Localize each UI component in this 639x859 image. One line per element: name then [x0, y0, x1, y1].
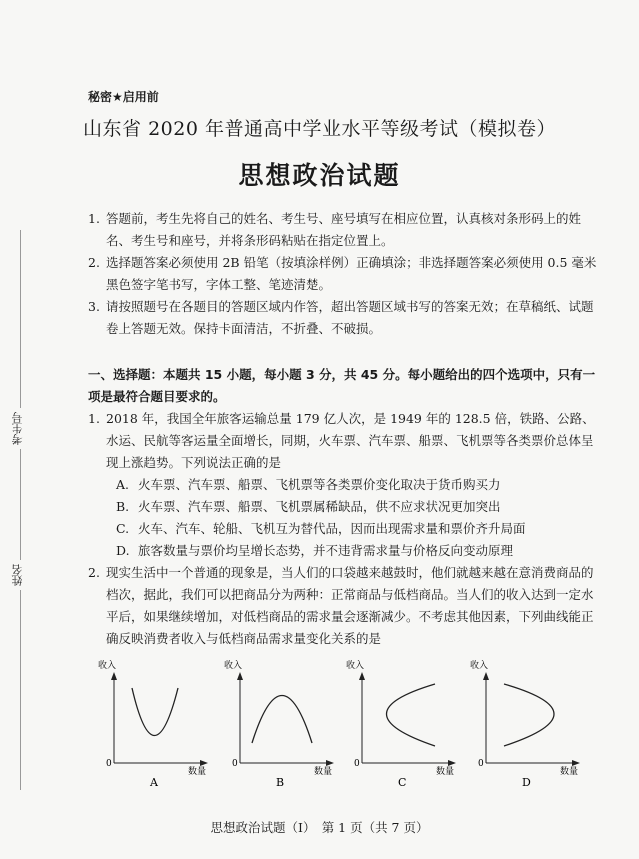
- graph-letter: D: [522, 776, 531, 789]
- graph-letter: C: [398, 776, 407, 789]
- name-label: 姓名: [10, 560, 26, 590]
- graph-letter: A: [150, 776, 158, 789]
- option-text: 旅客数量与票价均呈增长态势，并不违背需求量与价格反向变动原理: [138, 543, 514, 558]
- graph-d-svg: [464, 658, 584, 798]
- x-axis-arrow: [200, 760, 208, 766]
- graph-a-svg: [92, 658, 212, 798]
- curve-left-open: [387, 684, 436, 746]
- y-axis-arrow: [359, 672, 365, 680]
- question-stem: 2018 年，我国全年旅客运输总量 179 亿人次，是 1949 年的 128.5 倍，铁路、公路、水运、民航等客运量全面增长，同期，火车票、汽车票、船票、飞机票等各类票价总体呈现上涨趋势。下列说法正确的是: [106, 411, 595, 470]
- note-number: 1.: [88, 211, 100, 226]
- note-text: 选择题答案必须使用 2B 铅笔（按填涂样例）正确填涂；非选择题答案必须使用 0.5 毫米黑色签字笔书写，字体工整、笔迹清楚。: [106, 255, 597, 292]
- note-item: [88, 296, 598, 340]
- curve-u-shape: [132, 688, 178, 736]
- question-2: [88, 562, 603, 650]
- origin-label: 0: [232, 759, 238, 769]
- graph-d: [464, 658, 584, 798]
- x-axis-arrow: [326, 760, 334, 766]
- page-footer: 思想政治试题（Ⅰ） 第 1 页（共 7 页）: [210, 820, 429, 835]
- origin-label: 0: [354, 759, 360, 769]
- note-number: 3.: [88, 299, 100, 314]
- note-text: 请按照题号在各题目的答题区域内作答，超出答题区域书写的答案无效；在草稿纸、试题卷上答题无效。保持卡面清洁，不折叠、不破损。: [106, 299, 594, 336]
- confidential-mark: 秘密★启用前: [88, 90, 159, 104]
- x-axis-label: 数量: [314, 767, 333, 777]
- graph-a: [92, 658, 212, 798]
- subject-title: 思想政治试题: [238, 161, 401, 190]
- graph-b: [218, 658, 338, 798]
- option-c: [116, 518, 526, 540]
- curve-inverted-u: [252, 696, 312, 744]
- option-d: [116, 540, 513, 562]
- question-1: [88, 408, 603, 474]
- note-item: [88, 252, 598, 296]
- curve-right-open: [504, 684, 554, 746]
- option-text: 火车票、汽车票、船票、飞机票属稀缺品，供不应求状况更加突出: [138, 499, 501, 514]
- option-letter: A.: [116, 477, 130, 492]
- question-stem: 现实生活中一个普通的现象是，当人们的口袋越来越鼓时，他们就越来越在意消费商品的档次，据此，我们可以把商品分为两种：正常商品与低档商品。当人们的收入达到一定水平后，如果继续增加，对低档商品的需求量会逐渐减少。不考虑其他因素，下列曲线能正确反映消费者收入与低档商品需求量变化关系的是: [106, 565, 594, 646]
- y-axis-arrow: [111, 672, 117, 680]
- option-text: 火车、汽车、轮船、飞机互为替代品，因而出现需求量和票价齐升局面: [138, 521, 526, 536]
- y-axis-label: 收入: [470, 661, 489, 671]
- y-axis-label: 收入: [224, 661, 243, 671]
- y-axis-arrow: [483, 672, 489, 680]
- x-axis-arrow: [572, 760, 580, 766]
- option-letter: B.: [116, 499, 130, 514]
- graph-c: [340, 658, 460, 798]
- y-axis-label: 收入: [346, 661, 365, 671]
- exam-number-label: 考生号: [10, 408, 26, 449]
- graph-c-svg: [340, 658, 460, 798]
- graph-b-svg: [218, 658, 338, 798]
- origin-label: 0: [106, 759, 112, 769]
- note-text: 答题前，考生先将自己的姓名、考生号、座号填写在相应位置，认真核对条形码上的姓名、考生号和座号，并将条形码粘贴在指定位置上。: [106, 211, 582, 248]
- option-a: [116, 474, 501, 496]
- y-axis-label: 收入: [98, 661, 117, 671]
- option-b: [116, 496, 501, 518]
- exam-title: 山东省 2020 年普通高中学业水平等级考试（模拟卷）: [83, 118, 556, 140]
- question-number: 2.: [88, 565, 100, 580]
- note-number: 2.: [88, 255, 100, 270]
- option-text: 火车票、汽车票、船票、飞机票等各类票价变化取决于货币购买力: [138, 477, 501, 492]
- note-item: [88, 208, 598, 252]
- x-axis-label: 数量: [436, 767, 455, 777]
- origin-label: 0: [478, 759, 484, 769]
- option-letter: C.: [116, 521, 130, 536]
- section-heading: 一、选择题：本题共 15 小题，每小题 3 分，共 45 分。每小题给出的四个选项中，只有一项是最符合题目要求的。: [88, 367, 596, 404]
- graph-letter: B: [276, 776, 285, 789]
- option-letter: D.: [116, 543, 130, 558]
- x-axis-label: 数量: [560, 767, 579, 777]
- y-axis-arrow: [237, 672, 243, 680]
- binding-line: [20, 230, 21, 790]
- x-axis-arrow: [448, 760, 456, 766]
- x-axis-label: 数量: [188, 767, 207, 777]
- question-number: 1.: [88, 411, 100, 426]
